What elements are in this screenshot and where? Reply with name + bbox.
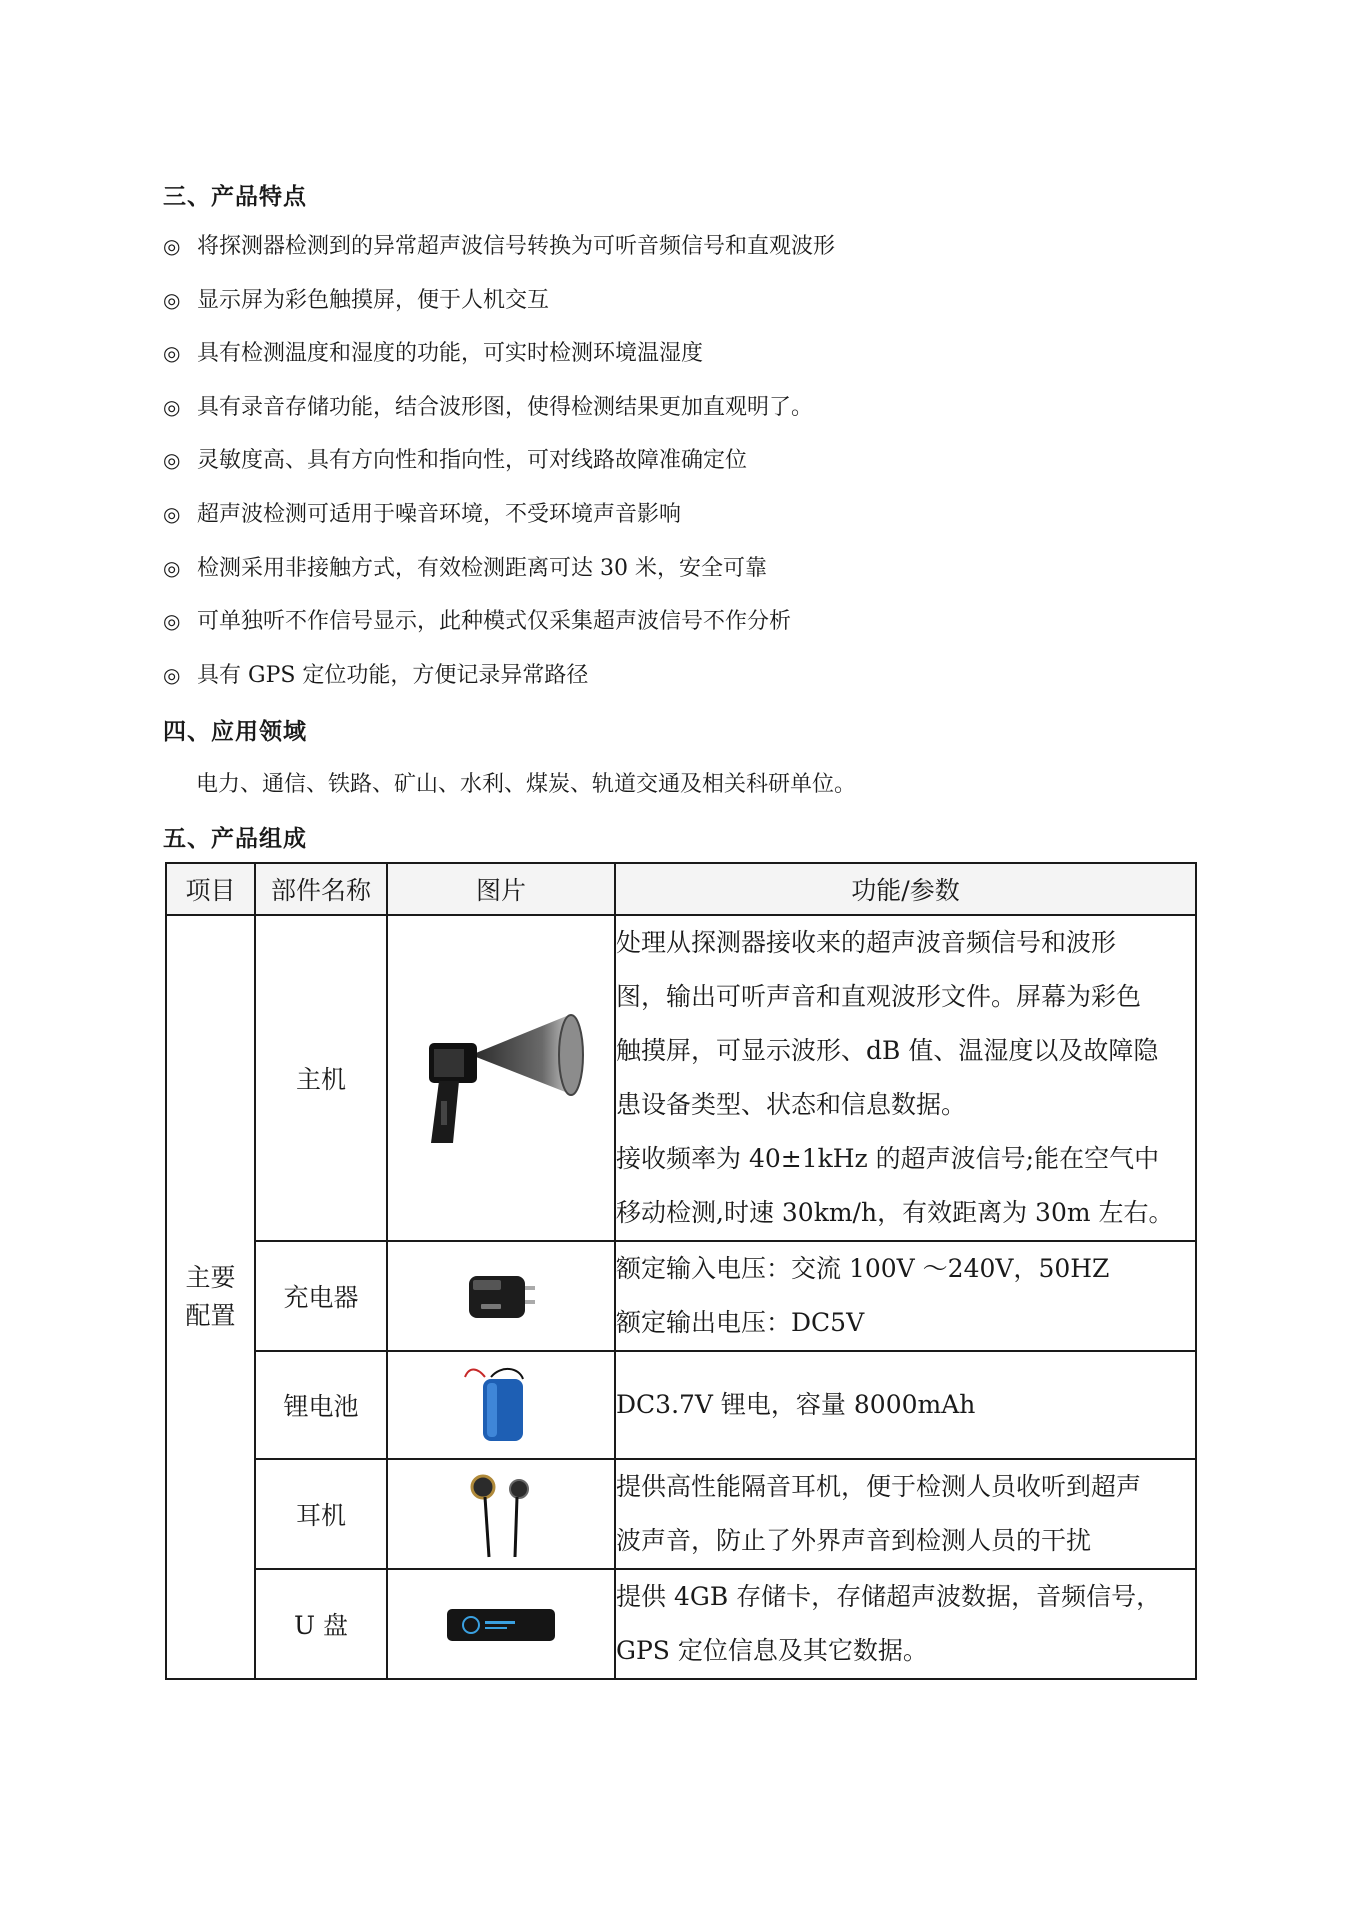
feature-item [163,660,588,691]
function-cell [615,1241,1196,1351]
feature-item [163,231,835,262]
table-row [166,915,1196,1241]
table-row [166,1459,1196,1569]
feature-text: 具有 GPS 定位功能，方便记录异常路径 [197,663,589,688]
picture-cell [387,1351,615,1459]
feature-text: 具有录音存储功能，结合波形图，使得检测结果更加直观明了。 [197,395,814,420]
applications-heading: 四、应用领域 [163,719,307,745]
charger-icon [388,1264,614,1328]
desc-line: 提供 4GB 存储卡，存储超声波数据，音频信号， [616,1582,1162,1611]
bullet-icon: ◎ [163,234,181,258]
bullet-icon: ◎ [163,341,181,365]
desc-line: 额定输出电压：DC5V [616,1308,865,1337]
feature-item [163,553,767,584]
battery-icon [388,1363,614,1447]
table-row [166,1241,1196,1351]
part-name: 主机 [255,915,387,1241]
picture-cell [387,915,615,1241]
group-cell [166,915,255,1679]
function-cell [615,1459,1196,1569]
desc-line: 图，输出可听声音和直观波形文件。屏幕为彩色 [616,982,1142,1011]
desc-line: DC3.7V 锂电，容量 8000mAh [616,1390,976,1419]
desc-line: 患设备类型、状态和信息数据。 [616,1090,967,1119]
feature-item [163,392,813,423]
part-name: 充电器 [255,1241,387,1351]
feature-item [163,285,549,316]
desc-line: GPS 定位信息及其它数据。 [616,1636,928,1665]
header-function: 功能/参数 [615,863,1196,915]
bullet-icon: ◎ [163,288,181,312]
picture-cell [387,1241,615,1351]
feature-item [163,499,681,530]
desc-line: 处理从探测器接收来的超声波音频信号和波形 [616,928,1117,957]
feature-text: 可单独听不作信号显示，此种模式仅采集超声波信号不作分析 [197,609,792,634]
feature-text: 显示屏为彩色触摸屏，便于人机交互 [197,288,550,313]
table-row [166,1351,1196,1459]
part-name: U 盘 [255,1569,387,1679]
header-part-name: 部件名称 [255,863,387,915]
desc-line: 波声音，防止了外界声音到检测人员的干扰 [616,1526,1092,1555]
applications-text: 电力、通信、铁路、矿山、水利、煤炭、轨道交通及相关科研单位。 [196,772,857,797]
usb-drive-icon [388,1599,614,1649]
bullet-icon: ◎ [163,663,181,687]
desc-line: 接收频率为 40±1kHz 的超声波信号;能在空气中 [616,1144,1160,1173]
feature-item [163,338,703,369]
feature-text: 检测采用非接触方式，有效检测距离可达 30 米，安全可靠 [197,556,767,581]
group-label-line: 主要 [185,1263,236,1292]
composition-heading: 五、产品组成 [163,826,307,852]
table-header-row [166,863,1196,915]
part-name: 锂电池 [255,1351,387,1459]
function-cell [615,915,1196,1241]
earphones-icon [388,1469,614,1559]
bullet-icon: ◎ [163,395,181,419]
group-label-line: 配置 [185,1301,236,1330]
desc-line: 提供高性能隔音耳机，便于检测人员收听到超声 [616,1472,1142,1501]
desc-line: 触摸屏，可显示波形、dB 值、温湿度以及故障隐 [616,1036,1159,1065]
group-label [185,1259,235,1335]
header-item: 项目 [166,863,255,915]
features-heading: 三、产品特点 [163,184,307,210]
bullet-icon: ◎ [163,448,181,472]
desc-line: 移动检测,时速 30km/h，有效距离为 30m 左右。 [616,1198,1174,1227]
part-name: 耳机 [255,1459,387,1569]
feature-item [163,445,747,476]
bullet-icon: ◎ [163,502,181,526]
bullet-icon: ◎ [163,609,181,633]
parts-table [165,862,1197,1680]
picture-cell [387,1569,615,1679]
header-picture: 图片 [387,863,615,915]
function-cell [615,1569,1196,1679]
ultrasonic-detector-icon [388,1003,614,1153]
feature-item [163,606,791,637]
feature-text: 将探测器检测到的异常超声波信号转换为可听音频信号和直观波形 [197,234,836,259]
table-row [166,1569,1196,1679]
desc-line: 额定输入电压：交流 100V ～240V，50HZ [616,1254,1110,1283]
function-cell [615,1351,1196,1459]
feature-text: 灵敏度高、具有方向性和指向性，可对线路故障准确定位 [197,448,748,473]
feature-text: 超声波检测可适用于噪音环境，不受环境声音影响 [197,502,682,527]
picture-cell [387,1459,615,1569]
bullet-icon: ◎ [163,556,181,580]
feature-text: 具有检测温度和湿度的功能，可实时检测环境温湿度 [197,341,704,366]
